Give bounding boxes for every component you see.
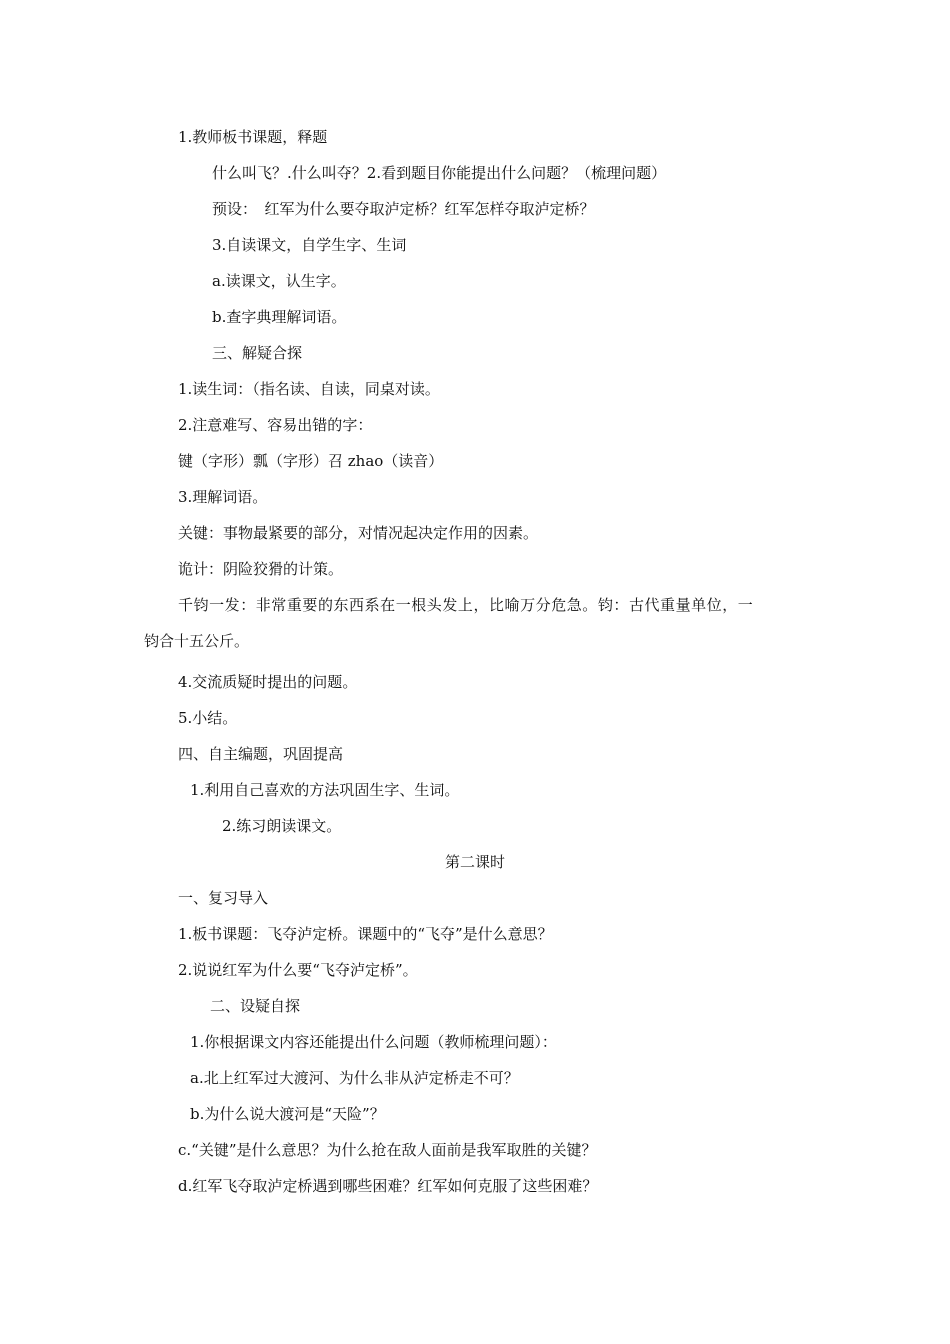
lesson-title: 第二课时 (444, 853, 505, 871)
text-line: 3.理解词语。 (178, 488, 268, 506)
text-line: 1.教师板书课题，释题 (178, 128, 328, 146)
text-line: c.“关键”是什么意思？为什么抢在敌人面前是我军取胜的关键？ (178, 1141, 597, 1159)
section-heading: 四、自主编题，巩固提高 (178, 745, 344, 763)
text-line: a.北上红军过大渡河、为什么非从泸定桥走不可？ (190, 1069, 519, 1087)
text-line: 2.练习朗读课文。 (222, 817, 342, 835)
text-line: 4.交流质疑时提出的问题。 (178, 673, 358, 691)
text-line: 千钧一发：非常重要的东西系在一根头发上，比喻万分危急。钧：古代重量单位，一 (178, 596, 754, 614)
text-line: 什么叫飞？.什么叫夺？2.看到题目你能提出什么问题？（梳理问题） (212, 164, 667, 182)
section-heading: 一、复习导入 (178, 889, 269, 907)
section-heading: 三、解疑合探 (212, 344, 303, 362)
text-line: 5.小结。 (178, 709, 238, 727)
text-line: b.为什么说大渡河是“天险”？ (190, 1105, 385, 1123)
text-line: 1.利用自己喜欢的方法巩固生字、生词。 (190, 781, 460, 799)
text-line: 关键：事物最紧要的部分，对情况起决定作用的因素。 (178, 524, 539, 542)
text-line: d.红军飞夺取泸定桥遇到哪些困难？红军如何克服了这些困难？ (178, 1177, 598, 1195)
text-line: 1.读生词：（指名读、自读，同桌对读。 (178, 380, 440, 398)
text-line: 3.自读课文，自学生字、生词 (212, 236, 407, 254)
text-line: 1.板书课题：飞夺泸定桥。课题中的“飞夺”是什么意思？ (178, 925, 553, 943)
text-line: 预设： 红军为什么要夺取泸定桥？红军怎样夺取泸定桥？ (212, 200, 595, 218)
text-line: a.读课文，认生字。 (212, 272, 346, 290)
text-line: 钧合十五公斤。 (144, 632, 250, 650)
text-line: 2.注意难写、容易出错的字： (178, 416, 373, 434)
text-line: 键（字形）瓢（字形）召 zhao（读音） (178, 452, 444, 470)
text-line: 诡计：阴险狡猾的计策。 (178, 560, 344, 578)
text-line: b.查字典理解词语。 (212, 308, 347, 326)
section-heading: 二、设疑自探 (210, 997, 301, 1015)
text-line: 1.你根据课文内容还能提出什么问题（教师梳理问题）： (190, 1033, 557, 1051)
text-line: 2.说说红军为什么要“飞夺泸定桥”。 (178, 961, 418, 979)
